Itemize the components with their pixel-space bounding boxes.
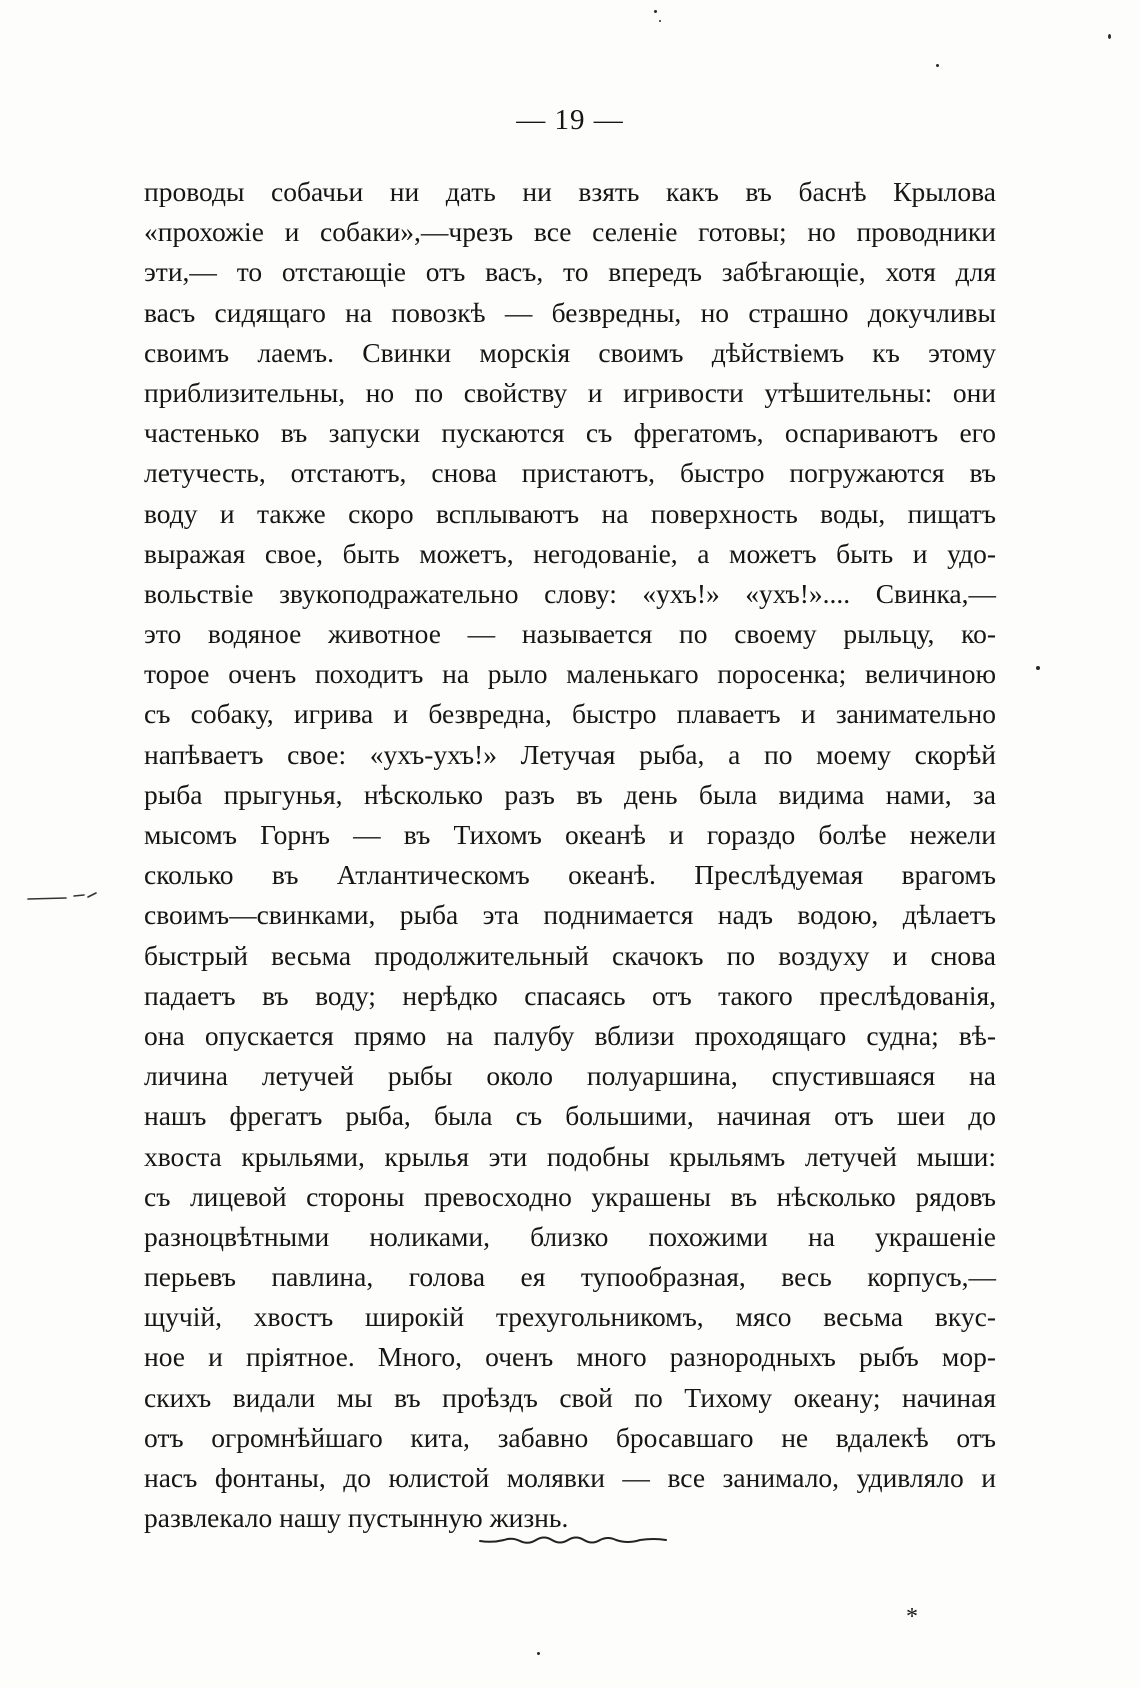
text-line: эти,— то отстающіе отъ васъ, то впередъ забѣгающіе, хотя для xyxy=(144,256,996,288)
text-line: она опускается прямо на палубу вблизи проходящаго судна; вѣ- xyxy=(144,1019,996,1051)
scan-speck xyxy=(1036,666,1040,670)
wavy-divider-ornament xyxy=(478,1532,668,1548)
text-line: разноцвѣтными ноликами, близко похожими на украшеніе xyxy=(144,1220,996,1252)
text-line: вольствіе звукоподражательно слову: «ухъ!» «ухъ!».... Свинка,— xyxy=(144,577,996,609)
scan-speck xyxy=(659,20,661,22)
text-line: проводы собачьи ни дать ни взять какъ въ баснѣ Крылова xyxy=(144,176,996,207)
text-line: сколько въ Атлантическомъ океанѣ. Преслѣдуемая врагомъ xyxy=(144,859,996,891)
scan-speck xyxy=(1108,34,1111,39)
text-line: своимъ лаемъ. Свинки морскія своимъ дѣйствіемъ къ этому xyxy=(144,336,996,368)
margin-pencil-mark xyxy=(26,890,98,904)
text-line: личина летучей рыбы около полуаршина, спустившаяся на xyxy=(144,1060,996,1092)
text-line: приблизительны, но по свойству и игривости утѣшительны: они xyxy=(144,376,996,408)
text-line: нашъ фрегатъ рыба, была съ большими, начиная отъ шеи до xyxy=(144,1100,996,1132)
text-line: скихъ видали мы въ проѣздъ свой по Тихому океану; начиная xyxy=(144,1381,996,1413)
text-line: торое оченъ походитъ на рыло маленькаго поросенка; величиною xyxy=(144,658,996,690)
body-text xyxy=(144,172,996,1538)
text-line: отъ огромнѣйшаго кита, забавно бросавшаго не вдалекѣ отъ xyxy=(144,1421,996,1453)
text-line: насъ фонтаны, до юлистой молявки — все занимало, удивляло и xyxy=(144,1462,996,1493)
text-line: хвоста крыльями, крылья эти подобны крыльямъ летучей мыши: xyxy=(144,1140,996,1172)
scan-speck xyxy=(654,10,657,13)
text-line: это водяное животное — называется по своему рыльцу, ко- xyxy=(144,618,996,650)
text-line: мысомъ Горнъ — въ Тихомъ океанѣ и гораздо болѣе нежели xyxy=(144,819,996,850)
text-line: падаетъ въ воду; нерѣдко спасаясь отъ такого преслѣдованія, xyxy=(144,979,996,1011)
text-line: щучій, хвостъ широкій трехугольникомъ, мясо весьма вкус- xyxy=(144,1301,996,1333)
text-line: частенько въ запуски пускаются съ фрегатомъ, оспариваютъ его xyxy=(144,417,996,449)
scan-speck xyxy=(537,1652,540,1655)
page-number: — 19 — xyxy=(516,104,624,136)
text-line: своимъ—свинками, рыба эта поднимается надъ водою, дѣлаетъ xyxy=(144,899,996,931)
text-line: летучесть, отстаютъ, снова пристаютъ, быстро погружаются въ xyxy=(144,457,996,489)
text-line: быстрый весьма продолжительный скачокъ по воздуху и снова xyxy=(144,939,996,971)
text-line: перьевъ павлина, голова ея тупообразная, весь корпусъ,— xyxy=(144,1261,996,1293)
text-line: воду и также скоро всплываютъ на поверхность воды, пищатъ xyxy=(144,497,996,529)
text-line: «прохожіе и собаки»,—чрезъ все селеніе готовы; но проводники xyxy=(144,216,996,248)
scan-speck xyxy=(936,64,939,67)
text-line: выражая свое, быть можетъ, негодованіе, а можетъ быть и удо- xyxy=(144,537,996,569)
text-line: васъ сидящаго на повозкѣ — безвредны, но страшно докучливы xyxy=(144,296,996,328)
text-line: напѣваетъ свое: «ухъ-ухъ!» Летучая рыба, а по моему скорѣй xyxy=(144,738,996,770)
text-line: ное и пріятное. Много, оченъ много разнородныхъ рыбъ мор- xyxy=(144,1341,996,1373)
text-line: съ собаку, игрива и безвредна, быстро плаваетъ и занимательно xyxy=(144,698,996,730)
text-line: съ лицевой стороны превосходно украшены въ нѣсколько рядовъ xyxy=(144,1180,996,1212)
text-line: рыба прыгунья, нѣсколько разъ въ день была видима нами, за xyxy=(144,778,996,810)
text-line: развлекало нашу пустынную жизнь. xyxy=(144,1502,569,1534)
footnote-asterisk: * xyxy=(906,1604,918,1630)
